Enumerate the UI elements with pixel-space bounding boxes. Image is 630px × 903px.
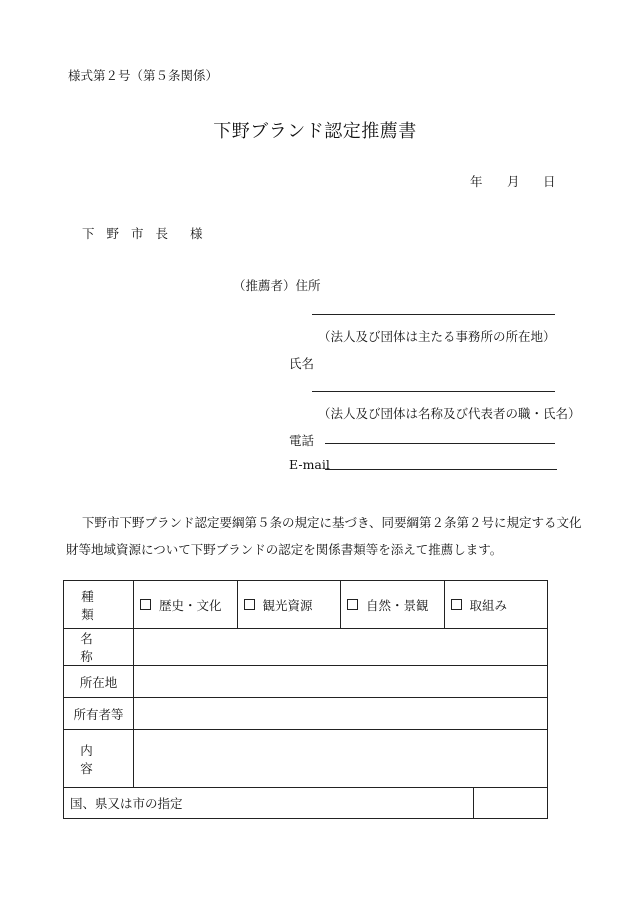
type-option-history-culture[interactable] [134, 581, 237, 628]
location-row [64, 666, 548, 698]
address-note: （法人及び団体は主たる事務所の所在地） [318, 329, 556, 344]
type-option-initiative[interactable] [444, 581, 548, 628]
checkbox-icon[interactable] [244, 599, 255, 610]
type-row [64, 581, 548, 629]
name-label: 氏名 [289, 356, 315, 371]
recommender-address-label: （推薦者）住所 [233, 278, 321, 293]
type-option-nature-scenery[interactable] [340, 581, 444, 628]
type-label: 種類 [81, 588, 116, 622]
body-text-line-2: 財等地域資源について下野ブランドの認定を関係書類等を添えて推薦します。 [66, 542, 503, 557]
owner-row [64, 698, 548, 730]
owner-label: 所有者等 [73, 706, 124, 722]
name-value-cell[interactable] [134, 629, 548, 666]
type-option-label: 歴史・文化 [159, 597, 222, 613]
name-label-cell [64, 629, 134, 666]
date-day-label: 日 [543, 174, 556, 189]
content-value-cell[interactable] [134, 730, 548, 788]
address-line[interactable] [312, 314, 555, 315]
designation-label-cell [64, 788, 474, 819]
checkbox-icon[interactable] [451, 599, 462, 610]
body-text [66, 509, 582, 563]
owner-value-cell[interactable] [134, 698, 548, 730]
location-value-cell[interactable] [134, 666, 548, 698]
content-row [64, 730, 548, 788]
content-label: 内容 [80, 742, 117, 776]
name-line[interactable] [312, 391, 555, 392]
date-month-label: 月 [507, 174, 520, 189]
type-option-tourism[interactable] [237, 581, 341, 628]
designation-value-cell[interactable] [474, 788, 548, 819]
type-label-cell [64, 581, 134, 629]
form-number: 様式第２号（第５条関係） [68, 68, 219, 83]
checkbox-icon[interactable] [140, 599, 151, 610]
document-title: 下野ブランド認定推薦書 [213, 121, 417, 142]
content-label-cell [64, 730, 134, 788]
name-row-label: 名称 [80, 631, 117, 664]
addressee-honorific: 様 [190, 226, 203, 241]
addressee [82, 224, 203, 242]
designation-row [64, 788, 548, 819]
name-row [64, 629, 548, 666]
location-label: 所在地 [79, 674, 118, 690]
email-line[interactable] [325, 469, 557, 470]
type-options-cell [134, 581, 548, 629]
phone-line[interactable] [325, 443, 555, 444]
addressee-name: 下野市長 [82, 226, 181, 241]
type-option-label: 自然・景観 [366, 597, 429, 613]
designation-label: 国、県又は市の指定 [70, 796, 183, 811]
phone-label: 電話 [289, 433, 315, 448]
checkbox-icon[interactable] [347, 599, 358, 610]
owner-label-cell [64, 698, 134, 730]
email-label: E-mail [289, 457, 330, 472]
body-text-line-1: 下野市下野ブランド認定要綱第５条の規定に基づき、同要綱第２条第２号に規定する文化 [82, 515, 582, 530]
date-year-label: 年 [470, 174, 483, 189]
type-option-label: 取組み [469, 597, 508, 613]
name-note: （法人及び団体は名称及び代表者の職・氏名） [318, 406, 581, 421]
recommendation-table [63, 580, 548, 819]
type-option-label: 観光資源 [262, 597, 313, 613]
location-label-cell [64, 666, 134, 698]
